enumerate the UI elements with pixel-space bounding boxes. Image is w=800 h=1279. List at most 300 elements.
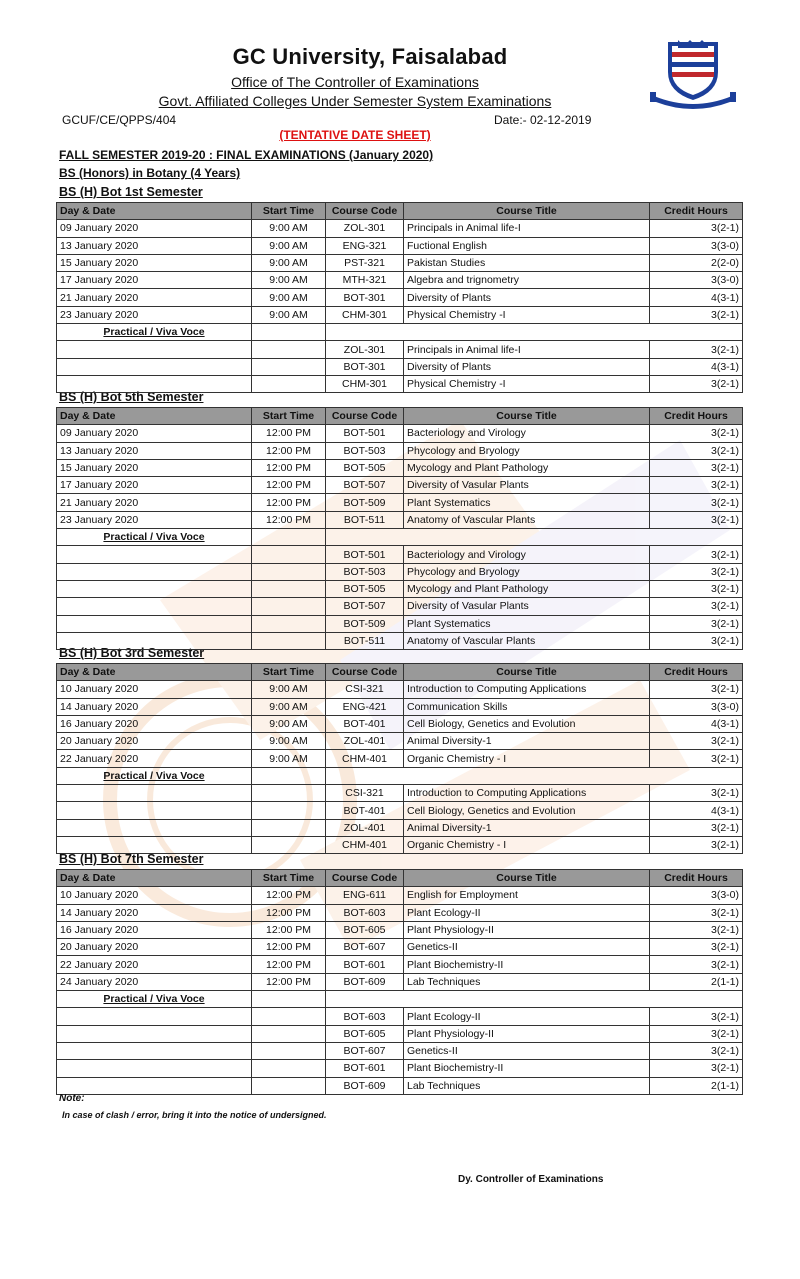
- exam-row: [57, 459, 743, 476]
- empty-cell: [326, 767, 743, 784]
- credit-hours: 4(3-1): [650, 802, 743, 819]
- exam-start-time: 12:00 PM: [252, 921, 326, 938]
- empty-cell: [252, 375, 326, 392]
- credit-hours: 3(2-1): [650, 425, 743, 442]
- course-code: BOT-609: [326, 1077, 404, 1094]
- col-header-course-title: Course Title: [404, 870, 650, 887]
- course-code: BOT-507: [326, 598, 404, 615]
- exam-row: [57, 306, 743, 323]
- practical-row: [57, 598, 743, 615]
- credit-hours: 3(2-1): [650, 1042, 743, 1059]
- signature-line: Dy. Controller of Examinations: [458, 1174, 604, 1185]
- empty-cell: [57, 1060, 252, 1077]
- empty-cell: [326, 991, 743, 1008]
- exam-start-time: 9:00 AM: [252, 306, 326, 323]
- exam-start-time: 12:00 PM: [252, 887, 326, 904]
- course-code: BOT-503: [326, 442, 404, 459]
- exam-start-time: 9:00 AM: [252, 220, 326, 237]
- exam-row: [57, 750, 743, 767]
- exam-date: 10 January 2020: [57, 887, 252, 904]
- empty-cell: [57, 615, 252, 632]
- course-code: PST-321: [326, 254, 404, 271]
- course-title: Diversity of Plants: [404, 358, 650, 375]
- empty-cell: [57, 1077, 252, 1094]
- empty-cell: [57, 598, 252, 615]
- course-code: BOT-511: [326, 511, 404, 528]
- exam-start-time: 12:00 PM: [252, 494, 326, 511]
- practical-viva-label: Practical / Viva Voce: [57, 529, 252, 546]
- exam-row: [57, 237, 743, 254]
- exam-row: [57, 511, 743, 528]
- exam-start-time: 9:00 AM: [252, 289, 326, 306]
- empty-cell: [252, 341, 326, 358]
- exam-date: 16 January 2020: [57, 715, 252, 732]
- empty-cell: [252, 580, 326, 597]
- empty-cell: [252, 1008, 326, 1025]
- date-sheet-table-1st: [56, 202, 743, 393]
- empty-cell: [252, 785, 326, 802]
- practical-row: [57, 819, 743, 836]
- empty-cell: [252, 819, 326, 836]
- date-sheet-table-7th: [56, 869, 743, 1095]
- exam-row: [57, 904, 743, 921]
- credit-hours: 3(3-0): [650, 887, 743, 904]
- course-code: BOT-507: [326, 477, 404, 494]
- exam-date: 09 January 2020: [57, 425, 252, 442]
- practical-row: [57, 615, 743, 632]
- empty-cell: [252, 802, 326, 819]
- table-header-row: [57, 870, 743, 887]
- credit-hours: 2(2-0): [650, 254, 743, 271]
- empty-cell: [57, 836, 252, 853]
- semester-title: FALL SEMESTER 2019-20 : FINAL EXAMINATIONS (January 2020): [59, 148, 434, 162]
- issue-date: Date:- 02-12-2019: [494, 113, 592, 127]
- course-title: Cell Biology, Genetics and Evolution: [404, 802, 650, 819]
- empty-cell: [252, 1042, 326, 1059]
- practical-viva-label: Practical / Viva Voce: [57, 767, 252, 784]
- credit-hours: 3(3-0): [650, 272, 743, 289]
- exam-date: 24 January 2020: [57, 973, 252, 990]
- exam-date: 09 January 2020: [57, 220, 252, 237]
- course-code: ENG-321: [326, 237, 404, 254]
- exam-date: 23 January 2020: [57, 306, 252, 323]
- note-label: Note:: [59, 1093, 85, 1104]
- empty-cell: [57, 341, 252, 358]
- credit-hours: 3(2-1): [650, 1025, 743, 1042]
- course-code: ENG-611: [326, 887, 404, 904]
- empty-cell: [252, 767, 326, 784]
- exam-date: 17 January 2020: [57, 272, 252, 289]
- credit-hours: 3(2-1): [650, 904, 743, 921]
- empty-cell: [252, 546, 326, 563]
- course-title: Principals in Animal life-I: [404, 220, 650, 237]
- exam-date: 15 January 2020: [57, 459, 252, 476]
- exam-row: [57, 887, 743, 904]
- course-code: BOT-505: [326, 459, 404, 476]
- course-code: BOT-601: [326, 956, 404, 973]
- course-title: Mycology and Plant Pathology: [404, 459, 650, 476]
- course-title: Organic Chemistry - I: [404, 836, 650, 853]
- course-code: ZOL-401: [326, 733, 404, 750]
- credit-hours: 3(2-1): [650, 341, 743, 358]
- exam-start-time: 12:00 PM: [252, 477, 326, 494]
- course-code: BOT-401: [326, 802, 404, 819]
- empty-cell: [57, 819, 252, 836]
- practical-row: [57, 563, 743, 580]
- practical-header-row: [57, 529, 743, 546]
- exam-date: 14 January 2020: [57, 904, 252, 921]
- credit-hours: 3(2-1): [650, 785, 743, 802]
- exam-date: 10 January 2020: [57, 681, 252, 698]
- exam-row: [57, 272, 743, 289]
- table-header-row: [57, 203, 743, 220]
- credit-hours: 3(2-1): [650, 939, 743, 956]
- exam-start-time: 12:00 PM: [252, 459, 326, 476]
- exam-row: [57, 442, 743, 459]
- course-code: BOT-509: [326, 494, 404, 511]
- credit-hours: 4(3-1): [650, 358, 743, 375]
- exam-start-time: 9:00 AM: [252, 733, 326, 750]
- course-title: Physical Chemistry -I: [404, 375, 650, 392]
- empty-cell: [57, 802, 252, 819]
- exam-date: 20 January 2020: [57, 939, 252, 956]
- exam-subtitle: Govt. Affiliated Colleges Under Semester System Examinations: [158, 93, 552, 109]
- empty-cell: [252, 1077, 326, 1094]
- course-code: CSI-321: [326, 785, 404, 802]
- credit-hours: 3(2-1): [650, 459, 743, 476]
- course-title: Mycology and Plant Pathology: [404, 580, 650, 597]
- exam-start-time: 12:00 PM: [252, 939, 326, 956]
- empty-cell: [326, 324, 743, 341]
- credit-hours: 3(2-1): [650, 921, 743, 938]
- practical-row: [57, 375, 743, 392]
- course-title: Plant Biochemistry-II: [404, 956, 650, 973]
- col-header-credit-hours: Credit Hours: [650, 408, 743, 425]
- empty-cell: [252, 991, 326, 1008]
- course-title: Communication Skills: [404, 698, 650, 715]
- credit-hours: 3(2-1): [650, 956, 743, 973]
- col-header-course-code: Course Code: [326, 664, 404, 681]
- exam-date: 13 January 2020: [57, 442, 252, 459]
- course-code: BOT-501: [326, 546, 404, 563]
- section-title-7th: BS (H) Bot 7th Semester: [59, 852, 204, 866]
- course-title: Introduction to Computing Applications: [404, 681, 650, 698]
- exam-date: 21 January 2020: [57, 289, 252, 306]
- course-code: CHM-301: [326, 306, 404, 323]
- course-code: BOT-601: [326, 1060, 404, 1077]
- col-header-day-date: Day & Date: [57, 870, 252, 887]
- course-code: ZOL-301: [326, 220, 404, 237]
- practical-row: [57, 836, 743, 853]
- course-title: Lab Techniques: [404, 1077, 650, 1094]
- course-title: Phycology and Bryology: [404, 563, 650, 580]
- course-title: Bacteriology and Virology: [404, 546, 650, 563]
- course-title: Genetics-II: [404, 1042, 650, 1059]
- course-code: MTH-321: [326, 272, 404, 289]
- course-title: Animal Diversity-1: [404, 733, 650, 750]
- office-name: Office of The Controller of Examinations: [231, 74, 479, 90]
- course-title: Plant Ecology-II: [404, 904, 650, 921]
- col-header-start-time: Start Time: [252, 664, 326, 681]
- practical-row: [57, 1060, 743, 1077]
- empty-cell: [252, 563, 326, 580]
- credit-hours: 3(2-1): [650, 1060, 743, 1077]
- exam-row: [57, 973, 743, 990]
- course-code: BOT-301: [326, 289, 404, 306]
- practical-row: [57, 341, 743, 358]
- col-header-credit-hours: Credit Hours: [650, 664, 743, 681]
- exam-start-time: 12:00 PM: [252, 442, 326, 459]
- course-title: Phycology and Bryology: [404, 442, 650, 459]
- empty-cell: [252, 615, 326, 632]
- date-sheet-table-3rd: [56, 663, 743, 854]
- empty-cell: [252, 836, 326, 853]
- col-header-credit-hours: Credit Hours: [650, 870, 743, 887]
- credit-hours: 3(2-1): [650, 546, 743, 563]
- exam-start-time: 9:00 AM: [252, 681, 326, 698]
- credit-hours: 3(2-1): [650, 750, 743, 767]
- credit-hours: 3(2-1): [650, 681, 743, 698]
- exam-start-time: 9:00 AM: [252, 254, 326, 271]
- course-title: Cell Biology, Genetics and Evolution: [404, 715, 650, 732]
- col-header-day-date: Day & Date: [57, 408, 252, 425]
- credit-hours: 3(2-1): [650, 220, 743, 237]
- credit-hours: 3(2-1): [650, 511, 743, 528]
- credit-hours: 3(2-1): [650, 306, 743, 323]
- practical-row: [57, 1008, 743, 1025]
- exam-row: [57, 220, 743, 237]
- exam-date: 20 January 2020: [57, 733, 252, 750]
- practical-row: [57, 785, 743, 802]
- exam-start-time: 9:00 AM: [252, 272, 326, 289]
- credit-hours: 3(2-1): [650, 733, 743, 750]
- university-name: GC University, Faisalabad: [232, 44, 508, 69]
- exam-date: 22 January 2020: [57, 956, 252, 973]
- course-code: BOT-301: [326, 358, 404, 375]
- practical-row: [57, 1025, 743, 1042]
- empty-cell: [252, 1060, 326, 1077]
- col-header-course-code: Course Code: [326, 203, 404, 220]
- credit-hours: 3(2-1): [650, 494, 743, 511]
- credit-hours: 3(2-1): [650, 615, 743, 632]
- col-header-start-time: Start Time: [252, 408, 326, 425]
- credit-hours: 3(3-0): [650, 698, 743, 715]
- practical-row: [57, 802, 743, 819]
- course-title: Plant Ecology-II: [404, 1008, 650, 1025]
- empty-cell: [252, 1025, 326, 1042]
- practical-row: [57, 1042, 743, 1059]
- exam-start-time: 12:00 PM: [252, 511, 326, 528]
- exam-start-time: 9:00 AM: [252, 237, 326, 254]
- exam-row: [57, 289, 743, 306]
- exam-start-time: 9:00 AM: [252, 750, 326, 767]
- practical-row: [57, 1077, 743, 1094]
- course-title: Organic Chemistry - I: [404, 750, 650, 767]
- credit-hours: 2(1-1): [650, 973, 743, 990]
- exam-row: [57, 681, 743, 698]
- practical-viva-label: Practical / Viva Voce: [57, 324, 252, 341]
- empty-cell: [252, 529, 326, 546]
- course-title: Pakistan Studies: [404, 254, 650, 271]
- course-title: Diversity of Vasular Plants: [404, 598, 650, 615]
- course-code: ZOL-301: [326, 341, 404, 358]
- col-header-course-title: Course Title: [404, 408, 650, 425]
- practical-viva-label: Practical / Viva Voce: [57, 991, 252, 1008]
- course-code: ENG-421: [326, 698, 404, 715]
- university-crest-icon: [648, 38, 738, 110]
- credit-hours: 3(2-1): [650, 819, 743, 836]
- credit-hours: 3(2-1): [650, 580, 743, 597]
- course-code: BOT-509: [326, 615, 404, 632]
- course-code: BOT-603: [326, 1008, 404, 1025]
- program-title: BS (Honors) in Botany (4 Years): [59, 166, 241, 180]
- course-title: Bacteriology and Virology: [404, 425, 650, 442]
- course-code: BOT-605: [326, 921, 404, 938]
- practical-header-row: [57, 324, 743, 341]
- course-title: English for Employment: [404, 887, 650, 904]
- credit-hours: 4(3-1): [650, 715, 743, 732]
- empty-cell: [57, 1025, 252, 1042]
- credit-hours: 3(2-1): [650, 563, 743, 580]
- exam-date: 14 January 2020: [57, 698, 252, 715]
- course-title: Anatomy of Vascular Plants: [404, 511, 650, 528]
- empty-cell: [57, 563, 252, 580]
- course-title: Introduction to Computing Applications: [404, 785, 650, 802]
- exam-start-time: 9:00 AM: [252, 715, 326, 732]
- course-code: BOT-603: [326, 904, 404, 921]
- credit-hours: 3(3-0): [650, 237, 743, 254]
- empty-cell: [57, 785, 252, 802]
- course-code: ZOL-401: [326, 819, 404, 836]
- exam-row: [57, 733, 743, 750]
- empty-cell: [57, 358, 252, 375]
- empty-cell: [57, 580, 252, 597]
- empty-cell: [57, 546, 252, 563]
- course-title: Plant Systematics: [404, 615, 650, 632]
- course-title: Diversity of Vasular Plants: [404, 477, 650, 494]
- exam-start-time: 12:00 PM: [252, 973, 326, 990]
- exam-row: [57, 921, 743, 938]
- course-title: Algebra and trignometry: [404, 272, 650, 289]
- exam-row: [57, 477, 743, 494]
- col-header-day-date: Day & Date: [57, 664, 252, 681]
- empty-cell: [252, 598, 326, 615]
- tentative-label: (TENTATIVE DATE SHEET): [279, 128, 431, 142]
- exam-start-time: 12:00 PM: [252, 904, 326, 921]
- date-sheet-table-5th: [56, 407, 743, 650]
- exam-row: [57, 254, 743, 271]
- exam-start-time: 12:00 PM: [252, 425, 326, 442]
- exam-start-time: 12:00 PM: [252, 956, 326, 973]
- col-header-start-time: Start Time: [252, 870, 326, 887]
- col-header-start-time: Start Time: [252, 203, 326, 220]
- course-code: BOT-501: [326, 425, 404, 442]
- course-title: Plant Physiology-II: [404, 1025, 650, 1042]
- course-code: BOT-505: [326, 580, 404, 597]
- col-header-day-date: Day & Date: [57, 203, 252, 220]
- practical-row: [57, 632, 743, 649]
- credit-hours: 3(2-1): [650, 1008, 743, 1025]
- course-title: Fuctional English: [404, 237, 650, 254]
- exam-row: [57, 715, 743, 732]
- col-header-credit-hours: Credit Hours: [650, 203, 743, 220]
- empty-cell: [57, 632, 252, 649]
- exam-date: 23 January 2020: [57, 511, 252, 528]
- empty-cell: [57, 1042, 252, 1059]
- credit-hours: 3(2-1): [650, 632, 743, 649]
- course-code: CHM-401: [326, 750, 404, 767]
- credit-hours: 2(1-1): [650, 1077, 743, 1094]
- exam-row: [57, 494, 743, 511]
- section-title-1st: BS (H) Bot 1st Semester: [59, 185, 203, 199]
- exam-date: 21 January 2020: [57, 494, 252, 511]
- table-header-row: [57, 664, 743, 681]
- credit-hours: 3(2-1): [650, 598, 743, 615]
- exam-date: 16 January 2020: [57, 921, 252, 938]
- course-code: BOT-607: [326, 939, 404, 956]
- course-title: Lab Techniques: [404, 973, 650, 990]
- col-header-course-code: Course Code: [326, 408, 404, 425]
- course-code: BOT-511: [326, 632, 404, 649]
- exam-date: 15 January 2020: [57, 254, 252, 271]
- course-code: BOT-607: [326, 1042, 404, 1059]
- exam-date: 17 January 2020: [57, 477, 252, 494]
- course-code: BOT-401: [326, 715, 404, 732]
- note-text: In case of clash / error, bring it into the notice of undersigned.: [62, 1110, 327, 1120]
- credit-hours: 3(2-1): [650, 375, 743, 392]
- section-title-3rd: BS (H) Bot 3rd Semester: [59, 646, 205, 660]
- exam-start-time: 9:00 AM: [252, 698, 326, 715]
- practical-header-row: [57, 991, 743, 1008]
- exam-row: [57, 698, 743, 715]
- table-header-row: [57, 408, 743, 425]
- practical-row: [57, 546, 743, 563]
- credit-hours: 4(3-1): [650, 289, 743, 306]
- course-code: CSI-321: [326, 681, 404, 698]
- exam-date: 13 January 2020: [57, 237, 252, 254]
- empty-cell: [252, 324, 326, 341]
- empty-cell: [252, 358, 326, 375]
- col-header-course-code: Course Code: [326, 870, 404, 887]
- empty-cell: [252, 632, 326, 649]
- course-title: Plant Physiology-II: [404, 921, 650, 938]
- course-title: Plant Biochemistry-II: [404, 1060, 650, 1077]
- empty-cell: [57, 1008, 252, 1025]
- course-title: Diversity of Plants: [404, 289, 650, 306]
- course-title: Plant Systematics: [404, 494, 650, 511]
- credit-hours: 3(2-1): [650, 477, 743, 494]
- course-code: CHM-401: [326, 836, 404, 853]
- col-header-course-title: Course Title: [404, 203, 650, 220]
- exam-row: [57, 425, 743, 442]
- course-code: BOT-605: [326, 1025, 404, 1042]
- credit-hours: 3(2-1): [650, 442, 743, 459]
- course-title: Principals in Animal life-I: [404, 341, 650, 358]
- exam-date: 22 January 2020: [57, 750, 252, 767]
- practical-row: [57, 580, 743, 597]
- practical-header-row: [57, 767, 743, 784]
- course-code: CHM-301: [326, 375, 404, 392]
- course-code: BOT-609: [326, 973, 404, 990]
- col-header-course-title: Course Title: [404, 664, 650, 681]
- exam-row: [57, 956, 743, 973]
- course-title: Animal Diversity-1: [404, 819, 650, 836]
- section-title-5th: BS (H) Bot 5th Semester: [59, 390, 204, 404]
- credit-hours: 3(2-1): [650, 836, 743, 853]
- course-title: Physical Chemistry -I: [404, 306, 650, 323]
- reference-number: GCUF/CE/QPPS/404: [62, 113, 177, 127]
- course-title: Anatomy of Vascular Plants: [404, 632, 650, 649]
